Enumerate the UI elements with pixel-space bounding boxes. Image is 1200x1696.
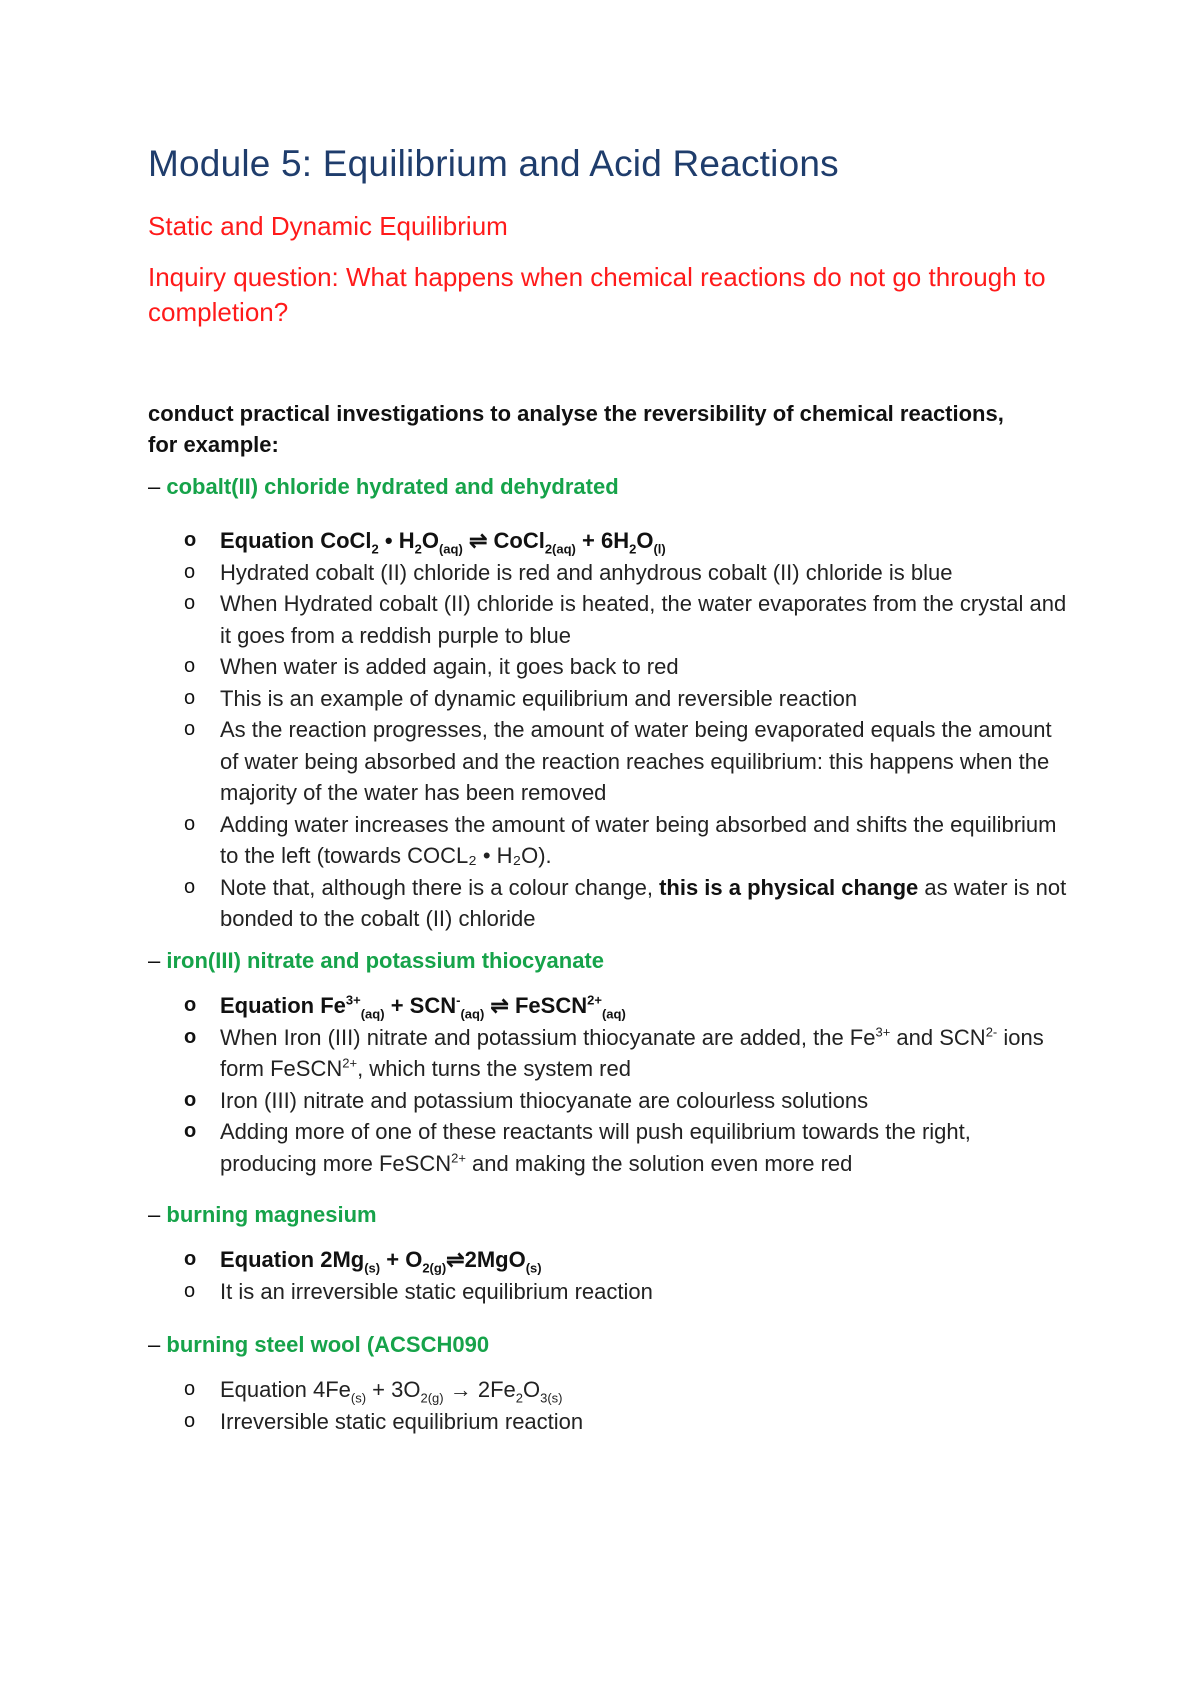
syllabus-point: conduct practical investigations to analyse the reversibility of chemical reactions, for example: xyxy=(148,401,1004,457)
section-title xyxy=(148,1200,1068,1230)
equation-item xyxy=(148,990,1068,1022)
equation-item xyxy=(148,525,1068,557)
eq-sub: 2 xyxy=(629,541,637,557)
equilibrium-arrow-icon: ⇌ xyxy=(468,528,488,553)
bullet-icon: o xyxy=(184,875,196,898)
ion-charge: 3+ xyxy=(875,1024,891,1040)
eq-sub: 2 xyxy=(371,541,379,557)
inquiry-question: Inquiry question: What happens when chemical reactions do not go through to completion? xyxy=(148,262,1046,327)
bullet-icon: o xyxy=(184,560,196,583)
bullet-icon: o xyxy=(184,1025,197,1048)
list-item xyxy=(148,588,1068,651)
eq-sub: (aq) xyxy=(438,541,463,557)
list-item xyxy=(148,1116,1068,1179)
section-title-text: cobalt(II) chloride hydrated and dehydrated xyxy=(166,474,619,499)
eq-sub: (l) xyxy=(653,541,666,557)
equilibrium-arrow-icon: ⇌ xyxy=(490,993,509,1018)
list-item-text: It is an irreversible static equilibrium reaction xyxy=(220,1278,653,1304)
list-item-text: When Hydrated cobalt (II) chloride is heated, the water evaporates from the crystal and it goes from a reddish purple to blue xyxy=(220,591,1067,648)
equation-item xyxy=(148,1244,1068,1276)
ion-charge: 2+ xyxy=(451,1150,466,1166)
eq-part: Equation Fe xyxy=(220,993,346,1018)
dash: – xyxy=(148,474,161,499)
eq-part: + O xyxy=(386,1247,423,1272)
bullet-list xyxy=(148,525,1068,935)
list-item xyxy=(148,1406,1068,1438)
eq-part: Equation 4Fe xyxy=(220,1377,351,1402)
eq-sub: (s) xyxy=(350,1390,367,1406)
section-cobalt-chloride xyxy=(148,472,1068,935)
eq-sub: 2(aq) xyxy=(544,541,576,557)
eq-part: O xyxy=(636,528,654,553)
list-item xyxy=(148,872,1068,935)
list-item-text: Adding more of one of these reactants will push equilibrium towards the right, producing more FeSCN xyxy=(220,1119,971,1176)
eq-sub: 2 xyxy=(414,541,422,557)
eq-sub: (s) xyxy=(525,1260,542,1276)
bullet-list xyxy=(148,1244,1068,1307)
eq-sub: 2 xyxy=(515,1390,523,1406)
eq-sub: (aq) xyxy=(601,1006,626,1022)
eq-part: Equation 2Mg xyxy=(220,1247,365,1272)
eq-part: + SCN xyxy=(390,993,457,1018)
bullet-icon: o xyxy=(184,812,196,835)
eq-sub: 3(s) xyxy=(540,1390,563,1406)
list-item xyxy=(148,1022,1068,1085)
eq-sub: 2(g) xyxy=(420,1390,444,1406)
eq-sub: (aq) xyxy=(360,1006,385,1022)
section-burning-steel-wool xyxy=(148,1330,1068,1437)
dash: – xyxy=(148,1332,161,1357)
list-item-text: Hydrated cobalt (II) chloride is red and anhydrous cobalt (II) chloride is blue xyxy=(220,559,953,585)
list-item-text: This is an example of dynamic equilibrium and reversible reaction xyxy=(220,685,858,711)
bullet-icon: o xyxy=(184,592,196,614)
list-item xyxy=(148,809,1068,872)
eq-part: O xyxy=(421,528,439,553)
eq-sub: (aq) xyxy=(460,1006,485,1022)
bullet-icon: o xyxy=(184,529,197,551)
eq-part: + 6H xyxy=(582,528,630,553)
equilibrium-arrow-icon: ⇌ xyxy=(446,1247,465,1272)
list-item-text: When water is added again, it goes back to red xyxy=(220,654,679,679)
section-title-text: burning magnesium xyxy=(166,1202,377,1227)
eq-sup: - xyxy=(456,992,461,1008)
eq-part: • H xyxy=(384,528,415,553)
bullet-icon: o xyxy=(184,1409,196,1432)
section-title xyxy=(148,946,1068,976)
eq-part: O xyxy=(522,1377,541,1402)
section-iron-thiocyanate xyxy=(148,946,1068,1179)
eq-sup: 2+ xyxy=(587,992,602,1008)
bullet-icon: o xyxy=(184,1088,197,1111)
section-title-text: burning steel wool (ACSCH090 xyxy=(166,1332,490,1357)
eq-sup: 3+ xyxy=(345,992,361,1008)
list-item xyxy=(148,714,1068,809)
bullet-icon: o xyxy=(184,1378,196,1400)
list-item-text: When Iron (III) nitrate and potassium thiocyanate are added, the Fe xyxy=(220,1024,876,1050)
bullet-icon: o xyxy=(184,718,196,740)
note-text: as water is not bonded to the cobalt (II) chloride xyxy=(220,874,1067,931)
list-item-text: Irreversible static equilibrium reaction xyxy=(220,1408,584,1434)
list-item xyxy=(148,683,1068,715)
list-item-text: and SCN xyxy=(890,1024,986,1050)
eq-part: + 3O xyxy=(366,1377,421,1402)
bullet-list xyxy=(148,990,1068,1179)
bullet-icon: o xyxy=(184,1279,196,1302)
list-item-text: , which turns the system red xyxy=(357,1056,631,1081)
list-item-text: Adding water increases the amount of water being absorbed and shifts the equilibrium to the left (towards COCL₂ • H₂O). xyxy=(220,811,1057,868)
eq-sub: (s) xyxy=(364,1260,381,1276)
eq-part: CoCl xyxy=(493,528,545,553)
bullet-list xyxy=(148,1374,1068,1437)
section-burning-magnesium xyxy=(148,1200,1068,1307)
bullet-icon: o xyxy=(184,655,196,677)
list-item xyxy=(148,1276,1068,1308)
section-title xyxy=(148,472,1068,502)
section-title-text: iron(III) nitrate and potassium thiocyanate xyxy=(166,948,604,973)
eq-part: Equation CoCl xyxy=(220,528,372,553)
list-item-text: ions form FeSCN xyxy=(220,1024,1044,1081)
dash: – xyxy=(148,948,161,973)
bullet-icon: o xyxy=(184,686,196,709)
eq-part: FeSCN xyxy=(514,993,588,1018)
page-title: Module 5: Equilibrium and Acid Reactions xyxy=(148,143,839,184)
ion-charge: 2+ xyxy=(342,1055,358,1071)
list-item xyxy=(148,1085,1068,1117)
list-item xyxy=(148,557,1068,589)
bullet-icon: o xyxy=(184,1248,197,1270)
ion-charge: 2- xyxy=(985,1024,998,1040)
list-item-text: and making the solution even more red xyxy=(465,1150,853,1176)
section-title xyxy=(148,1330,1068,1360)
note-text: Note that, although there is a colour change, xyxy=(220,874,660,900)
eq-part: 2MgO xyxy=(464,1247,526,1272)
list-item xyxy=(148,651,1068,683)
bullet-icon: o xyxy=(184,1120,197,1142)
eq-part: 2Fe xyxy=(477,1377,516,1402)
section-heading: Static and Dynamic Equilibrium xyxy=(148,211,508,241)
bullet-icon: o xyxy=(184,994,197,1016)
reaction-arrow-icon: → xyxy=(443,1377,478,1402)
note-emphasis: this is a physical change xyxy=(659,874,919,900)
equation-item xyxy=(148,1374,1068,1406)
dash: – xyxy=(148,1202,161,1227)
list-item-text: As the reaction progresses, the amount of water being evaporated equals the amount of water being absorbed and the reaction reaches equilibrium: this happens when the majority of the water has been removed xyxy=(220,717,1052,805)
eq-sub: 2(g) xyxy=(422,1260,447,1276)
list-item-text: Iron (III) nitrate and potassium thiocyanate are colourless solutions xyxy=(220,1087,869,1113)
